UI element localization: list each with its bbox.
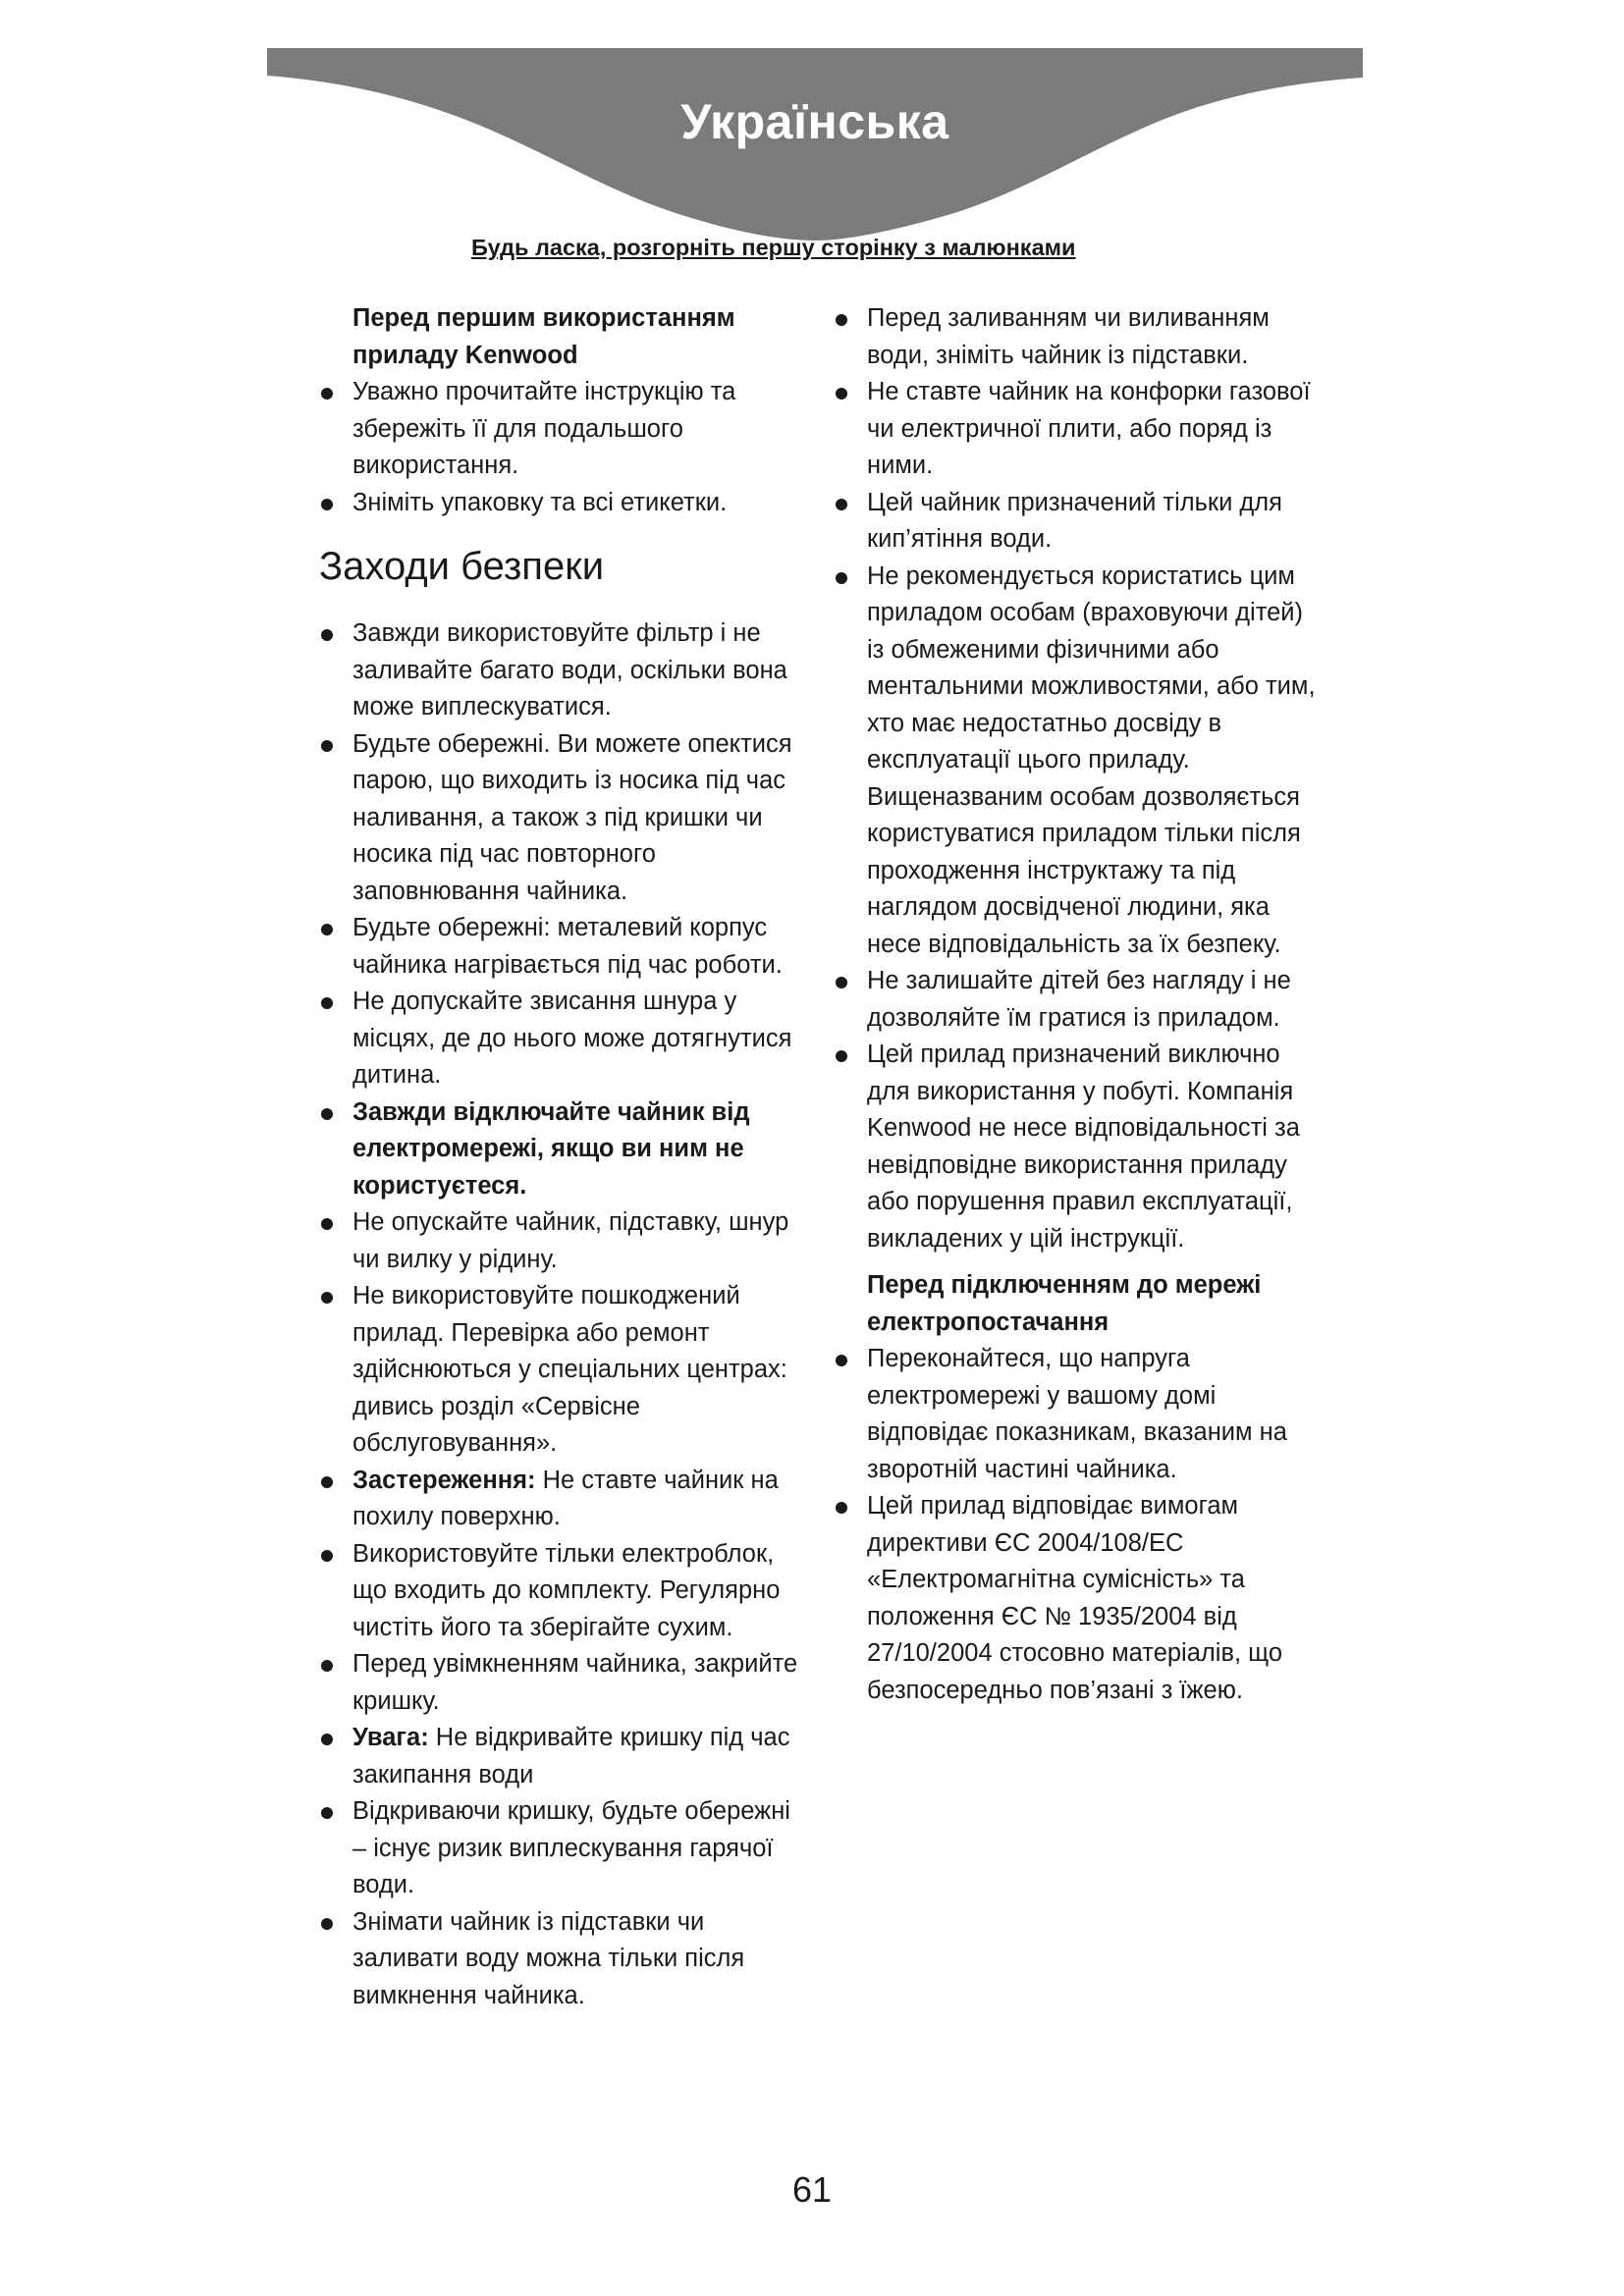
list-item bbox=[834, 559, 1325, 964]
item-text: Не допускайте звисання шнура у місцях, де до нього може дотягнутися дитина. bbox=[352, 988, 792, 1089]
item-text: Знімати чайник із підставки чи заливати воду можна тільки після вимкнення чайника. bbox=[352, 1907, 745, 2009]
list-item bbox=[834, 963, 1325, 1037]
spacer bbox=[834, 1257, 1325, 1267]
list-item bbox=[834, 485, 1325, 559]
page-number: 61 bbox=[791, 2169, 833, 2210]
safety-list-right bbox=[834, 300, 1325, 1257]
intro-note: Будь ласка, розгорніть першу сторінку з малюнками bbox=[471, 235, 1076, 260]
before-connecting-list bbox=[834, 1341, 1325, 1709]
safety-list-left bbox=[319, 615, 800, 2014]
header-banner bbox=[267, 48, 1363, 256]
right-column bbox=[834, 300, 1325, 1709]
item-text-bold: Увага: bbox=[352, 1724, 429, 1751]
list-item: Цей прилад відповідає вимогам директиви ЄС 2004/108/ЕС «Електромагнітна сумісність» та положення ЄС № 1935/2004 від 27/10/2004 стосовно матеріалів, що безпосередньо пов’язані з їжею. bbox=[834, 1488, 1325, 1709]
list-item bbox=[319, 1463, 800, 1536]
safety-title: Заходи безпеки bbox=[319, 545, 605, 588]
item-text: Перед заливанням чи виливанням води, зніміть чайник із підставки. bbox=[867, 304, 1270, 369]
list-item bbox=[319, 615, 800, 726]
banner-shape bbox=[267, 48, 1363, 256]
item-text: Будьте обережні. Ви можете опектися парою, що виходить із носика під час наливання, а також з під кришки чи носика під час повторного заповнювання чайника. bbox=[352, 729, 792, 905]
item-text: Не ставте чайник на похилу поверхню. bbox=[352, 1466, 779, 1530]
item-text: Не використовуйте пошкоджений прилад. Перевірка або ремонт здійснюються у спеціальних центрах: дивись розділ «Сервісне обслуговування». bbox=[352, 1282, 787, 1457]
item-text: Не ставте чайник на конфорки газової чи електричної плити, або поряд із ними. bbox=[867, 378, 1311, 479]
item-text: Цей прилад призначений виключно для використання у побуті. Компанія Kenwood не несе відповідальності за невідповідне використання приладу або порушення правил експлуатації, викладених у цій інструкції. bbox=[867, 1041, 1300, 1253]
list-item bbox=[319, 1793, 800, 1904]
item-text: Цей чайник призначений тільки для кип’ятіння води. bbox=[867, 488, 1282, 553]
before-first-use-list bbox=[319, 374, 800, 521]
list-item bbox=[319, 1904, 800, 2015]
list-item bbox=[319, 1720, 800, 1793]
list-item bbox=[319, 1646, 800, 1720]
item-text: Використовуйте тільки електроблок, що входить до комплекту. Регулярно чистіть його та зберігайте сухим. bbox=[352, 1539, 781, 1641]
item-text: Будьте обережні: металевий корпус чайника нагрівається під час роботи. bbox=[352, 914, 783, 979]
item-text: Не рекомендується користатись цим приладом особам (враховуючи дітей) із обмеженими фізичними або ментальними можливостями, або тим, хто має недостатньо досвіду в експлуатації цього приладу. Вищеназваним особам дозволяється користуватися приладом тільки після проходження інструктажу та під наглядом досвідченої людини, яка несе відповідальність за їх безпеку. bbox=[867, 561, 1316, 958]
item-text: Не залишайте дітей без нагляду і не дозволяйте їм гратися із приладом. bbox=[867, 967, 1291, 1032]
item-text-bold: Застереження: bbox=[352, 1466, 536, 1494]
list-item: Уважно прочитайте інструкцію та збережіть її для подальшого використання. bbox=[319, 374, 800, 485]
list-item bbox=[319, 984, 800, 1095]
list-item bbox=[834, 1037, 1325, 1257]
item-text: Перед увімкненням чайника, закрийте кришку. bbox=[352, 1650, 798, 1715]
item-text: Завжди використовуйте фільтр і не заливайте багато води, оскільки вона може виплескуватися. bbox=[352, 619, 787, 721]
list-item bbox=[319, 1204, 800, 1278]
list-item bbox=[834, 374, 1325, 485]
item-text: Не відкривайте кришку під час закипання води bbox=[352, 1724, 790, 1789]
item-text: Відкриваючи кришку, будьте обережні – існує ризик виплескування гарячої води. bbox=[352, 1797, 790, 1898]
list-item bbox=[834, 300, 1325, 374]
item-text: Не опускайте чайник, підставку, шнур чи вилку у рідину. bbox=[352, 1208, 789, 1273]
list-item: Зніміть упаковку та всі етикетки. bbox=[319, 485, 800, 522]
page-title: Українська bbox=[680, 94, 949, 149]
list-item: Переконайтеся, що напруга електромережі у вашому домі відповідає показникам, вказаним на зворотній частині чайника. bbox=[834, 1341, 1325, 1488]
before-first-use-heading: Перед першим використанням приладу Kenwood bbox=[352, 304, 735, 369]
list-item bbox=[319, 910, 800, 984]
left-column bbox=[319, 300, 800, 2014]
list-item bbox=[319, 1278, 800, 1463]
list-item bbox=[319, 726, 800, 911]
list-item bbox=[319, 1095, 800, 1205]
list-item bbox=[319, 1536, 800, 1647]
item-text-bold: Завжди відключайте чайник від електромережі, якщо ви ним не користуєтеся. bbox=[352, 1097, 750, 1200]
before-connecting-heading: Перед підключенням до мережі електропостачання bbox=[867, 1271, 1262, 1336]
